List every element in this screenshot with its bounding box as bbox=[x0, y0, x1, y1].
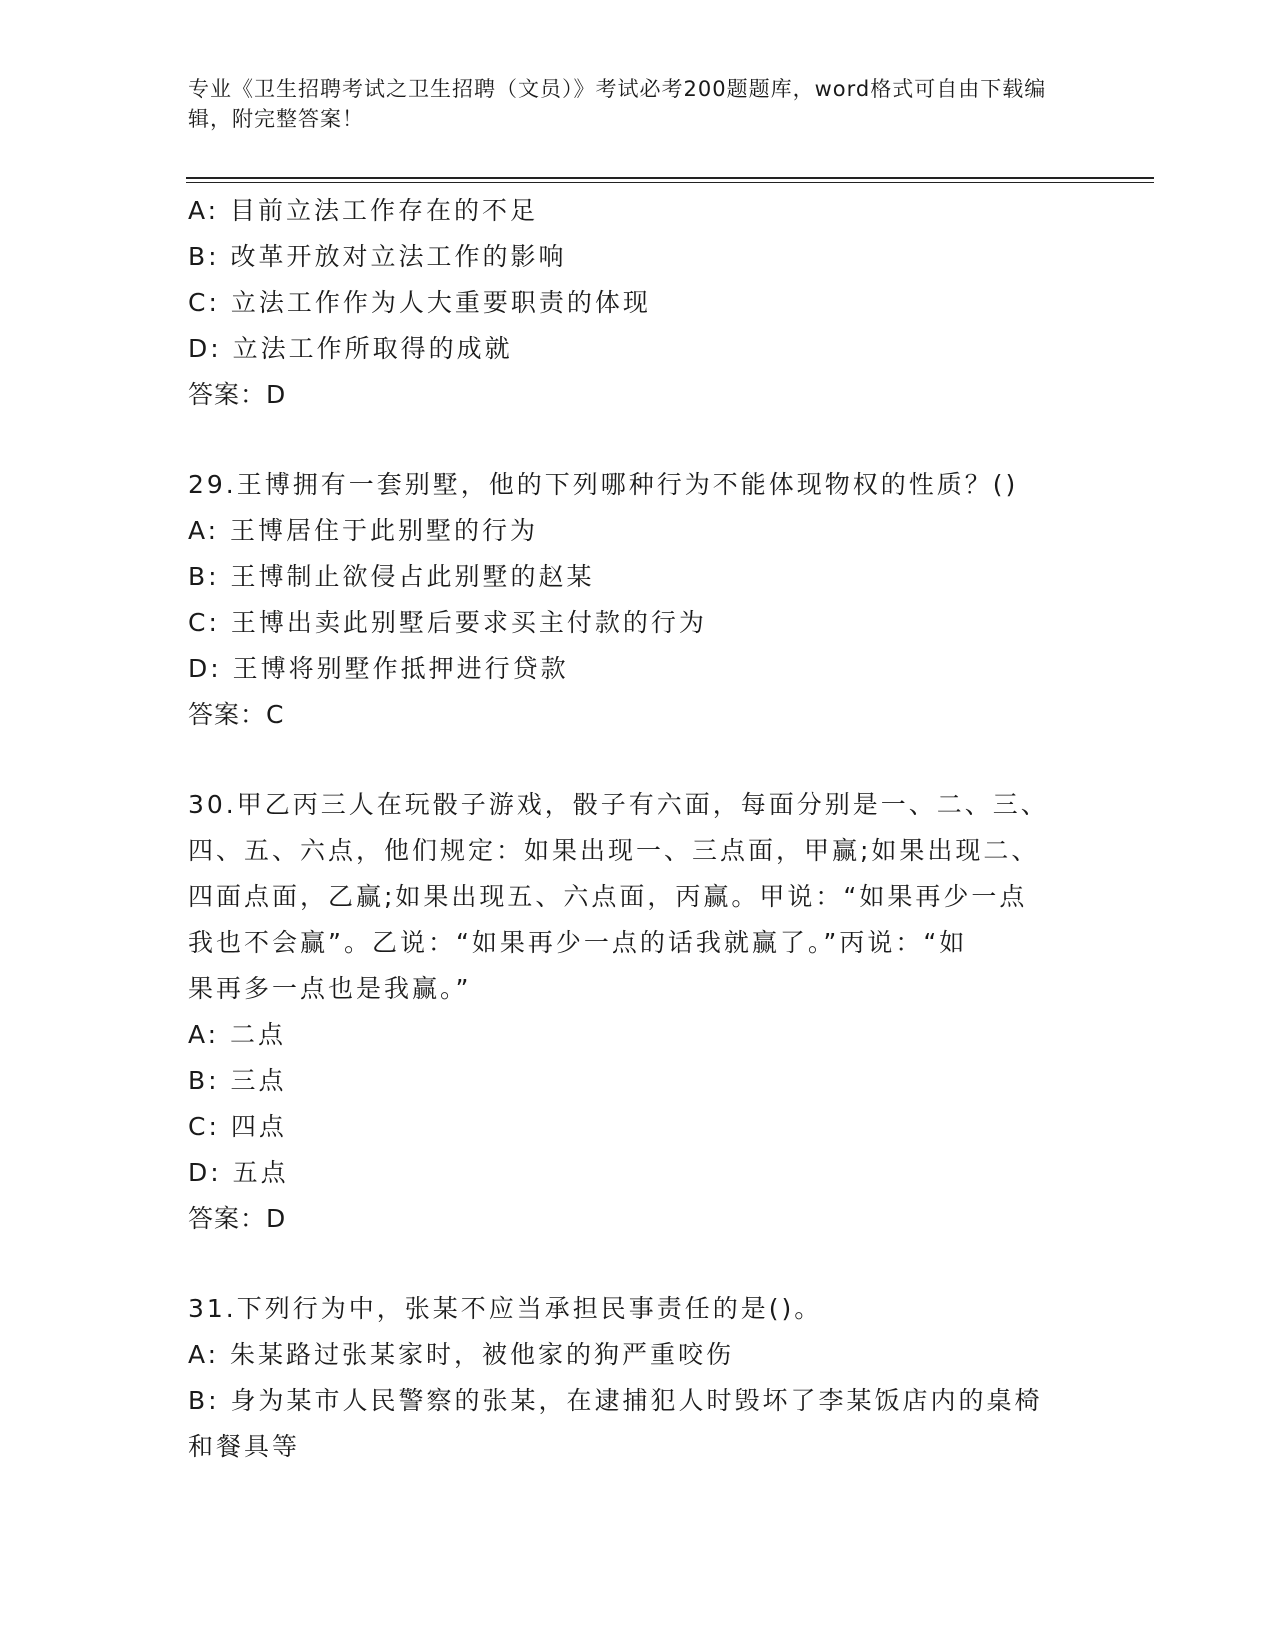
question-content bbox=[188, 188, 1088, 1470]
answer: 答案：D bbox=[188, 1204, 287, 1233]
question-text-line: 我也不会赢”。乙说：“如果再少一点的话我就赢了。”丙说：“如 bbox=[188, 928, 968, 957]
question-text-line: 四面点面，乙赢;如果出现五、六点面，丙赢。甲说：“如果再少一点 bbox=[188, 882, 1028, 911]
question-text-line: 四、五、六点，他们规定：如果出现一、三点面，甲赢;如果出现二、 bbox=[188, 836, 1040, 865]
option-b: B: 王博制止欲侵占此别墅的赵某 bbox=[188, 562, 595, 591]
header-divider-thick bbox=[186, 177, 1154, 179]
answer: 答案：C bbox=[188, 700, 285, 729]
question-28 bbox=[188, 188, 1088, 418]
option-a: A: 王博居住于此别墅的行为 bbox=[188, 516, 539, 545]
question-text: 31.下列行为中，张某不应当承担民事责任的是()。 bbox=[188, 1294, 823, 1323]
option-b-line: B: 身为某市人民警察的张某，在逮捕犯人时毁坏了李某饭店内的桌椅 bbox=[188, 1386, 1043, 1415]
option-c: C: 立法工作作为人大重要职责的体现 bbox=[188, 288, 651, 317]
option-b: B: 三点 bbox=[188, 1066, 287, 1095]
option-a: A: 朱某路过张某家时，被他家的狗严重咬伤 bbox=[188, 1340, 735, 1369]
document-header: 专业《卫生招聘考试之卫生招聘（文员）》考试必考200题题库，word格式可自由下载编辑，附完整答案！ bbox=[188, 77, 1047, 131]
option-a: A: 目前立法工作存在的不足 bbox=[188, 196, 539, 225]
spacer bbox=[188, 418, 1088, 462]
question-text: 29.王博拥有一套别墅，他的下列哪种行为不能体现物权的性质？() bbox=[188, 470, 1019, 499]
answer: 答案：D bbox=[188, 380, 287, 409]
option-b: B: 改革开放对立法工作的影响 bbox=[188, 242, 567, 271]
option-d: D: 立法工作所取得的成就 bbox=[188, 334, 513, 363]
option-d: D: 王博将别墅作抵押进行贷款 bbox=[188, 654, 569, 683]
header-divider-thin bbox=[186, 182, 1154, 183]
option-a: A: 二点 bbox=[188, 1020, 287, 1049]
question-text-line: 果再多一点也是我赢。” bbox=[188, 974, 472, 1003]
option-b-line: 和餐具等 bbox=[188, 1432, 301, 1461]
option-c: C: 四点 bbox=[188, 1112, 287, 1141]
spacer bbox=[188, 1242, 1088, 1286]
question-text-line: 30.甲乙丙三人在玩骰子游戏，骰子有六面，每面分别是一、二、三、 bbox=[188, 790, 1049, 819]
option-c: C: 王博出卖此别墅后要求买主付款的行为 bbox=[188, 608, 707, 637]
question-31 bbox=[188, 1286, 1088, 1470]
question-30 bbox=[188, 782, 1088, 1242]
option-d: D: 五点 bbox=[188, 1158, 289, 1187]
question-29 bbox=[188, 462, 1088, 738]
spacer bbox=[188, 738, 1088, 782]
